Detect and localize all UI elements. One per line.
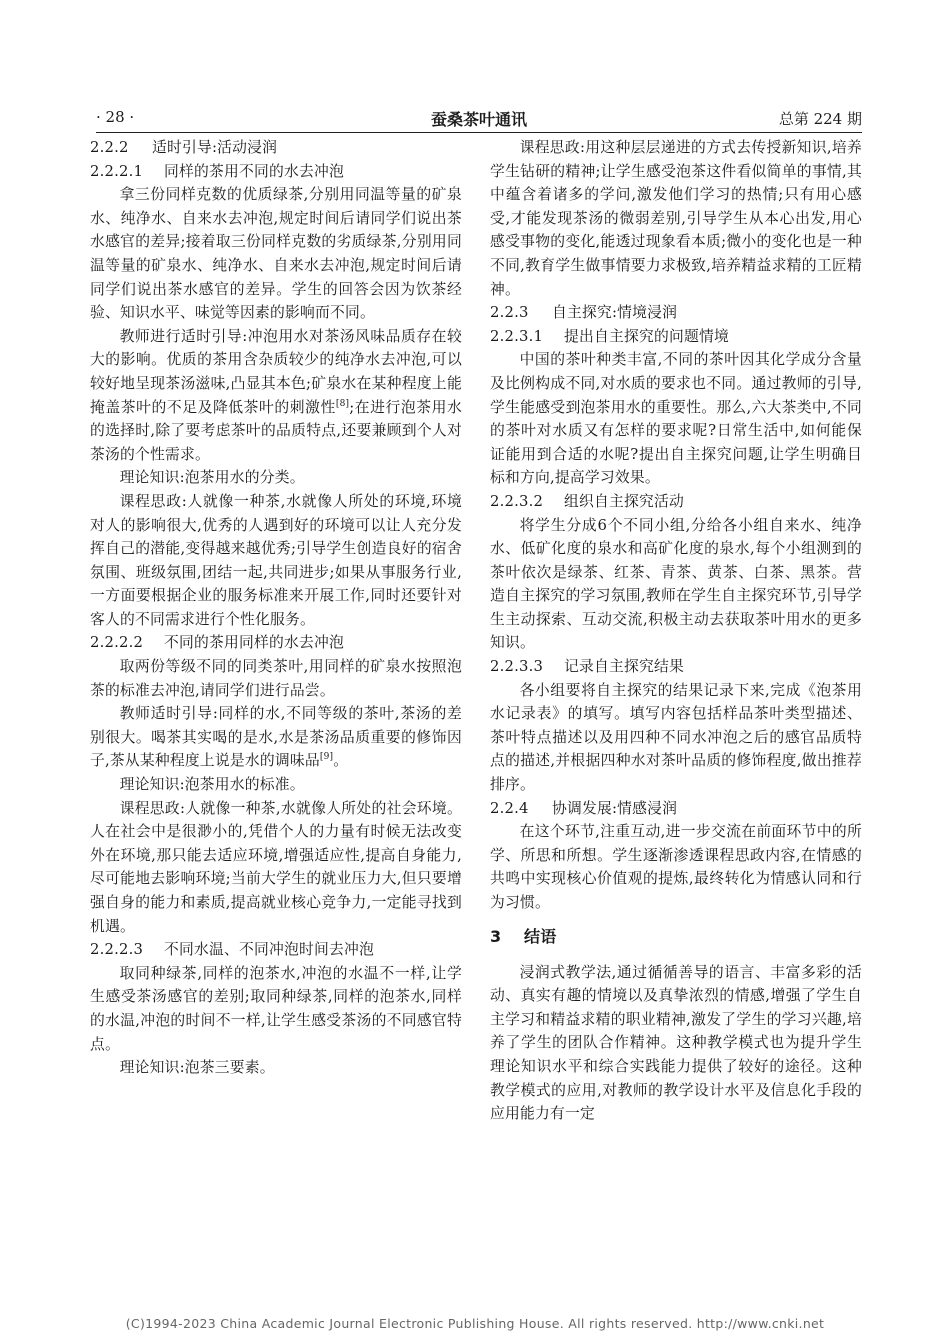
page-header [96, 106, 862, 133]
heading-2-2-2-3: 2.2.2.3 不同水温、不同冲泡时间去冲泡 [90, 941, 374, 959]
page-number: · 28 · [96, 108, 135, 126]
section-heading-conclusion: 3 结语 [490, 926, 557, 946]
heading-2-2-3-1: 2.2.3.1 提出自主探究的问题情境 [490, 327, 729, 345]
heading-2-2-2: 2.2.2 适时引导:活动浸润 [90, 139, 278, 156]
heading-2-2-4: 2.2.4 协调发展:情感浸润 [490, 799, 678, 817]
paragraph: 中国的茶叶种类丰富,不同的茶叶因其化学成分含量及比例构成不同,对水质的要求也不同。通过教师的引导,学生能感受到泡茶用水的重要性。那么,六大茶类中,不同的茶叶对水质又有怎样的要求呢?日常生活中,如何能保证能用到合适的水呢?提出自主探究问题,让学生明确目标和方向,提高学习效果。 [490, 351, 862, 487]
paragraph: 教师适时引导:同样的水,不同等级的茶叶,茶汤的差别很大。喝茶其实喝的是水,水是茶汤品质重要的修饰因子,茶从某种程度上说是水的调味品[9]。 [90, 705, 462, 770]
issue-number: 总第 224 期 [778, 110, 862, 128]
paragraph: 拿三份同样克数的优质绿茶,分别用同温等量的矿泉水、纯净水、自来水去冲泡,规定时间后请同学们说出茶水感官的差异;接着取三份同样克数的劣质绿茶,分别用同温等量的矿泉水、纯净水、自来水去冲泡,规定时间后请同学们说出茶水感官的差异。学生的回答会因为饮茶经验、知识水平、味觉等因素的影响而不同。 [90, 186, 462, 322]
right-column [490, 136, 862, 1126]
journal-title: 蚕桑茶叶通讯 [430, 110, 527, 129]
paragraph: 在这个环节,注重互动,进一步交流在前面环节中的所学、所思和所想。学生逐渐渗透课程思政内容,在情感的共鸣中实现核心价值观的提炼,最终转化为情感认同和行为习惯。 [490, 823, 862, 911]
paragraph: 课程思政:人就像一种茶,水就像人所处的环境,环境对人的影响很大,优秀的人遇到好的环境可以让人充分发挥自己的潜能,变得越来越优秀;引导学生创造良好的宿舍氛围、班级氛围,团结一起,共同进步;如果从事服务行业,一方面要根据企业的服务标准来开展工作,同时还要针对客人的不同需求进行个性化服务。 [90, 492, 462, 628]
heading-2-2-2-2: 2.2.2.2 不同的茶用同样的水去冲泡 [90, 634, 344, 652]
citation-ref[interactable]: [9] [319, 752, 334, 763]
copyright-footer: (C)1994-2023 China Academic Journal Electronic Publishing House. All rights reserved. http://www.cnki.net [125, 1316, 825, 1331]
heading-2-2-3-2: 2.2.3.2 组织自主探究活动 [490, 492, 684, 510]
heading-2-2-2-1: 2.2.2.1 同样的茶用不同的水去冲泡 [90, 162, 344, 180]
paragraph: 课程思政:人就像一种茶,水就像人所处的社会环境。人在社会中是很渺小的,凭借个人的力量有时候无法改变外在环境,那只能去适应环境,增强适应性,提高自身能力,尽可能地去影响环境;当前大学生的就业压力大,但只要增强自身的能力和素质,提高就业核心竞争力,一定能寻找到机遇。 [90, 799, 462, 935]
paragraph: 取两份等级不同的同类茶叶,用同样的矿泉水按照泡茶的标准去冲泡,请同学们进行品尝。 [90, 658, 462, 699]
paragraph: 各小组要将自主探究的结果记录下来,完成《泡茶用水记录表》的填写。填写内容包括样品茶叶类型描述、茶叶特点描述以及用四种不同水冲泡之后的感官品质特点的描述,并根据四种水对茶叶品质的修饰程度,做出推荐排序。 [490, 681, 862, 794]
left-column [90, 136, 462, 1080]
paragraph: 将学生分成6个不同小组,分给各小组自来水、纯净水、低矿化度的泉水和高矿化度的泉水,每个小组测到的茶叶依次是绿茶、红茶、青茶、黄茶、白茶、黑茶。营造自主探究的学习氛围,教师在学生自主探究环节,引导学生主动探索、互动交流,积极主动去获取茶叶用水的更多知识。 [490, 516, 862, 652]
paragraph: 理论知识:泡茶用水的标准。 [119, 776, 305, 794]
paragraph: 课程思政:用这种层层递进的方式去传授新知识,培养学生钻研的精神;让学生感受泡茶这件看似简单的事情,其中蕴含着诸多的学问,激发他们学习的热情;只有用心感受,才能发现茶汤的微弱差别,引导学生从本心出发,用心感受事物的变化,能透过现象看本质;微小的变化也是一种不同,教育学生做事情要力求极致,培养精益求精的工匠精神。 [490, 139, 862, 298]
paragraph: 理论知识:泡茶用水的分类。 [119, 469, 305, 487]
paragraph: 教师进行适时引导:冲泡用水对茶汤风味品质存在较大的影响。优质的茶用含杂质较少的纯净水去冲泡,可以较好地呈现茶汤滋味,凸显其本色;矿泉水在某种程度上能掩盖茶叶的不足及降低茶叶的刺激性[8];在进行泡茶用水的选择时,除了要考虑茶叶的品质特点,还要兼顾到个人对茶汤的个性需求。 [90, 327, 463, 463]
heading-2-2-3: 2.2.3 自主探究:情境浸润 [490, 304, 678, 322]
citation-ref[interactable]: [8] [335, 398, 350, 409]
paragraph: 理论知识:泡茶三要素。 [119, 1059, 275, 1077]
heading-2-2-3-3: 2.2.3.3 记录自主探究结果 [490, 658, 684, 676]
paragraph: 取同种绿茶,同样的泡茶水,冲泡的水温不一样,让学生感受茶汤感官的差别;取同种绿茶,同样的泡茶水,同样的水温,冲泡的时间不一样,让学生感受茶汤的不同感官特点。 [90, 964, 462, 1053]
paragraph: 浸润式教学法,通过循循善导的语言、丰富多彩的活动、真实有趣的情境以及真挚浓烈的情感,增强了学生自主学习和精益求精的职业精神,激发了学生的学习兴趣,培养了学生的团队合作精神。这种教学模式也为提升学生理论知识水平和综合实践能力提供了较好的途径。这种教学模式的应用,对教师的教学设计水平及信息化手段的应用能力有一定 [490, 963, 862, 1123]
